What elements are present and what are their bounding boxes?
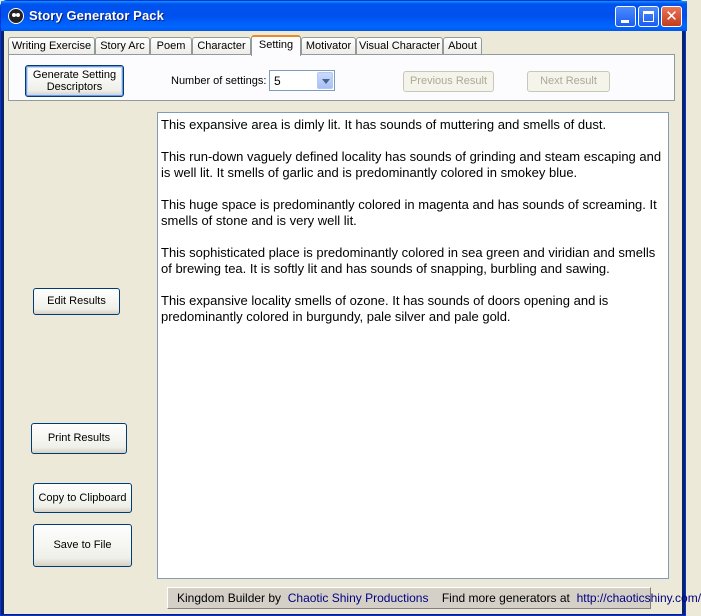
next-result-button[interactable]: Next Result	[527, 71, 610, 92]
status-more-text: Find more generators at	[441, 591, 570, 605]
window-title: Story Generator Pack	[29, 8, 164, 23]
close-button[interactable]	[661, 6, 682, 27]
minimize-icon	[621, 20, 629, 23]
title-bar[interactable]	[1, 1, 687, 31]
setting-tab-page	[8, 54, 675, 101]
chevron-down-icon[interactable]	[317, 72, 333, 89]
tab-motivator[interactable]: Motivator	[301, 37, 356, 55]
result-paragraph: This run-down vaguely defined locality has sounds of grinding and steam escaping and is well lit. It smells of garlic and is predominantly colored in smokey blue.	[161, 149, 662, 180]
edit-results-button[interactable]: Edit Results	[33, 288, 120, 315]
maximize-icon	[643, 11, 654, 22]
copy-to-clipboard-button[interactable]: Copy to Clipboard	[33, 483, 132, 513]
tab-writing-exercise[interactable]: Writing Exercise	[8, 37, 95, 55]
client-area	[4, 31, 701, 614]
maximize-button[interactable]	[638, 6, 659, 27]
author-link[interactable]: Chaotic Shiny Productions	[287, 591, 429, 605]
minimize-button[interactable]	[615, 6, 636, 27]
result-paragraph: This sophisticated place is predominantly colored in sea green and viridian and smells of brewing tea. It is softly lit and has sounds of snapping, burbling and sawing.	[161, 245, 656, 276]
result-paragraph: This expansive area is dimly lit. It has sounds of muttering and smells of dust.	[161, 117, 607, 132]
result-paragraph: This huge space is predominantly colored in magenta and has sounds of screaming. It smells of stone and is very well lit.	[161, 197, 657, 228]
tab-character[interactable]: Character	[192, 37, 251, 55]
number-of-settings-label: Number of settings:	[171, 75, 267, 87]
print-results-button[interactable]: Print Results	[31, 423, 127, 454]
generate-label-line1: Generate Setting	[32, 69, 117, 81]
close-icon: ✕	[665, 8, 678, 25]
previous-result-button[interactable]: Previous Result	[403, 71, 494, 92]
app-face-icon	[8, 8, 24, 24]
tab-setting[interactable]: Setting	[251, 35, 301, 56]
number-of-settings-select[interactable]	[269, 70, 335, 91]
tab-story-arc[interactable]: Story Arc	[95, 37, 150, 55]
status-bar	[167, 587, 701, 609]
website-link[interactable]: http://chaoticshiny.com/	[576, 591, 701, 605]
tab-about[interactable]: About	[443, 37, 482, 55]
tab-visual-character[interactable]: Visual Character	[356, 37, 443, 55]
tab-poem[interactable]: Poem	[150, 37, 192, 55]
save-to-file-button[interactable]: Save to File	[33, 524, 132, 567]
status-prefix: Kingdom Builder by	[177, 591, 282, 605]
generate-setting-button[interactable]	[25, 65, 124, 97]
results-textbox[interactable]	[157, 112, 669, 579]
generate-label-line2: Descriptors	[46, 81, 103, 93]
number-of-settings-value: 5	[274, 74, 281, 88]
result-paragraph: This expansive locality smells of ozone. It has sounds of doors opening and is predominantly colored in burgundy, pale silver and pale gold.	[161, 293, 609, 324]
